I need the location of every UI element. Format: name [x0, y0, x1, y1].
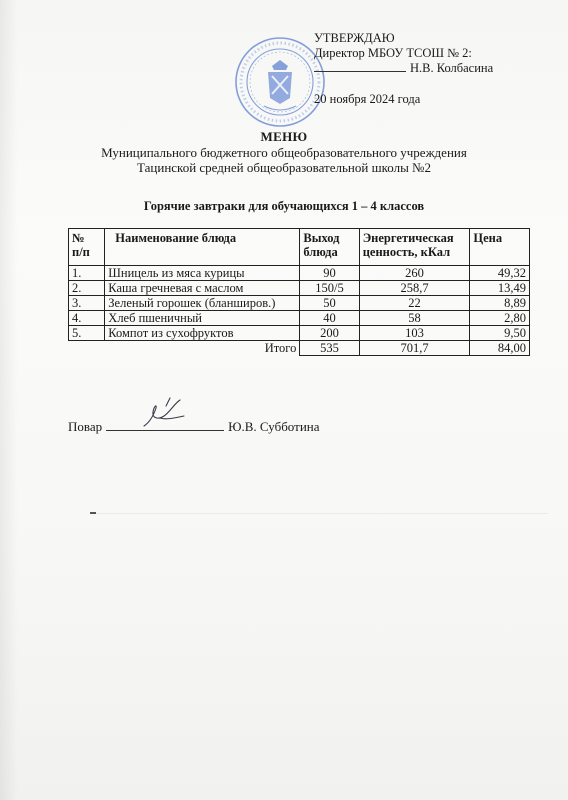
col-header-output: Выход блюда	[300, 229, 359, 266]
row-dish-name: Зеленый горошек (бланширов.)	[105, 296, 300, 311]
menu-subtitle: Горячие завтраки для обучающихся 1 – 4 классов	[143, 199, 425, 213]
approval-signature-line	[314, 71, 406, 72]
table-header-row	[69, 229, 530, 266]
row-num: 2.	[69, 281, 105, 296]
school-seal-stamp	[234, 36, 326, 128]
table-row	[69, 326, 530, 341]
table-row	[69, 296, 530, 311]
row-num: 3.	[69, 296, 105, 311]
row-price: 13,49	[470, 281, 530, 296]
approval-block	[314, 31, 493, 107]
approval-position: Директор МБОУ ТСОШ № 2:	[314, 46, 472, 60]
cook-signature-row	[68, 418, 320, 435]
row-energy: 58	[359, 311, 470, 326]
col-header-num: № п/п	[69, 229, 105, 266]
row-price: 8,89	[470, 296, 530, 311]
col-header-energy: Энергетическая ценность, кКал	[359, 229, 470, 266]
row-price: 49,32	[470, 266, 530, 281]
cook-name: Ю.В. Субботина	[228, 419, 320, 434]
approval-name: Н.В. Колбасина	[410, 61, 494, 75]
row-dish-name: Хлеб пшеничный	[105, 311, 300, 326]
row-energy: 103	[359, 326, 470, 341]
row-output: 40	[300, 311, 359, 326]
row-num: 4.	[69, 311, 105, 326]
row-energy: 22	[359, 296, 470, 311]
row-output: 50	[300, 296, 359, 311]
row-price: 9,50	[470, 326, 530, 341]
total-output: 535	[300, 341, 359, 356]
row-energy: 258,7	[359, 281, 470, 296]
approval-date: 20 ноября 2024 года	[314, 92, 421, 106]
table-row	[69, 281, 530, 296]
total-price: 84,00	[470, 341, 530, 356]
total-label: Итого	[69, 341, 300, 356]
row-output: 200	[300, 326, 359, 341]
table-row	[69, 266, 530, 281]
cook-signature-line	[106, 418, 224, 431]
menu-table	[68, 228, 530, 356]
row-dish-name: Компот из сухофруктов	[105, 326, 300, 341]
paper-crease	[94, 513, 548, 514]
col-header-price: Цена	[470, 229, 530, 266]
page-title: МЕНЮ	[260, 129, 308, 144]
row-dish-name: Каша гречневая с маслом	[105, 281, 300, 296]
approval-signature-row	[314, 61, 493, 76]
total-energy: 701,7	[359, 341, 470, 356]
table-total-row	[69, 341, 530, 356]
org-line-2: Тацинской средней общеобразовательной школы №2	[137, 160, 431, 175]
title-block	[0, 129, 568, 176]
col-header-name: Наименование блюда	[105, 229, 300, 266]
row-num: 1.	[69, 266, 105, 281]
row-dish-name: Шницель из мяса курицы	[105, 266, 300, 281]
row-num: 5.	[69, 326, 105, 341]
row-energy: 260	[359, 266, 470, 281]
cook-label: Повар	[68, 419, 103, 434]
table-row	[69, 311, 530, 326]
row-output: 150/5	[300, 281, 359, 296]
org-line-1: Муниципального бюджетного общеобразовательного учреждения	[101, 144, 467, 160]
row-price: 2,80	[470, 311, 530, 326]
row-output: 90	[300, 266, 359, 281]
approval-heading: УТВЕРЖДАЮ	[314, 31, 395, 45]
